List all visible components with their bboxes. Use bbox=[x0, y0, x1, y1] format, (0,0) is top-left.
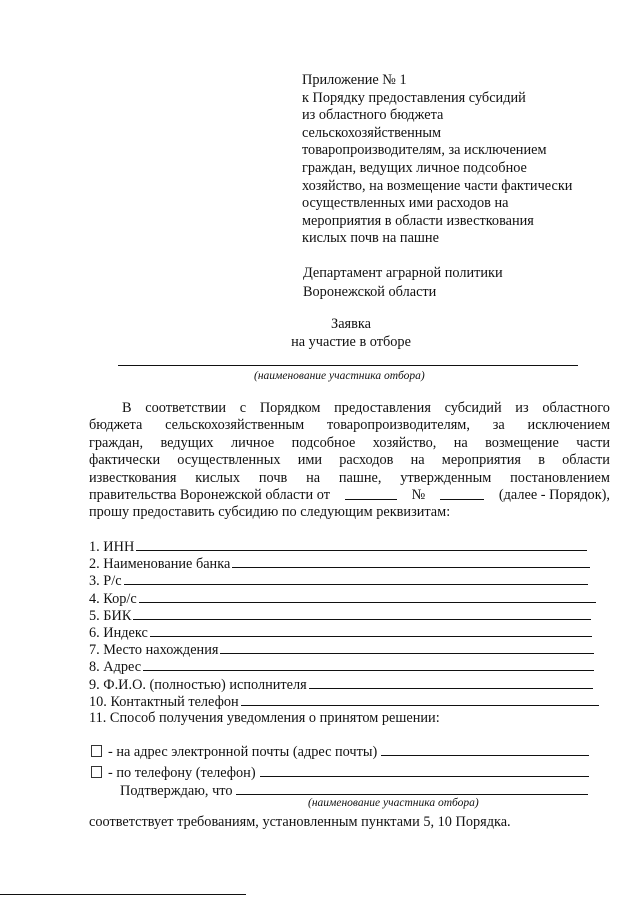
word: подсобное bbox=[291, 434, 356, 451]
word: субсидий bbox=[444, 400, 502, 416]
word: возмещение bbox=[485, 434, 559, 451]
application-paragraph bbox=[89, 400, 610, 522]
word: областного bbox=[542, 400, 610, 416]
word: осуществленных bbox=[177, 452, 281, 469]
request-text: прошу предоставить субсидию по следующим реквизитам: bbox=[89, 504, 451, 521]
field-postal-index bbox=[89, 623, 592, 640]
resolution-text: правительства Воронежской области от bbox=[89, 487, 330, 504]
participant-name-line[interactable] bbox=[118, 365, 578, 366]
phone-checkbox[interactable] bbox=[91, 766, 102, 778]
correspondent-account-input-line[interactable] bbox=[139, 589, 596, 603]
word: постановлением bbox=[510, 469, 610, 486]
option-label: - на адрес электронной почты (адрес почты) bbox=[108, 744, 378, 760]
field-label: 10. Контактный телефон bbox=[89, 693, 239, 710]
word: бюджета bbox=[89, 417, 143, 434]
phone-input-line[interactable] bbox=[260, 763, 589, 777]
option-phone bbox=[91, 763, 589, 782]
executor-name-input-line[interactable] bbox=[309, 675, 593, 689]
addressee bbox=[303, 264, 503, 302]
footnote-divider bbox=[0, 894, 246, 895]
word: сельскохозяйственным bbox=[165, 417, 305, 434]
appendix-line: Приложение № 1 bbox=[302, 72, 407, 88]
document-subtitle: на участие в отборе bbox=[291, 334, 411, 350]
field-label: 3. Р/с bbox=[89, 573, 122, 590]
contact-phone-input-line[interactable] bbox=[241, 692, 599, 706]
word: мероприятия bbox=[441, 452, 521, 469]
word: Порядком bbox=[259, 400, 321, 416]
word: личное bbox=[230, 434, 275, 451]
field-label: 7. Место нахождения bbox=[89, 642, 219, 659]
bank-name-input-line[interactable] bbox=[232, 554, 590, 568]
word: области bbox=[562, 452, 610, 469]
requisites-list bbox=[89, 537, 599, 709]
word: на bbox=[453, 434, 468, 451]
field-inn bbox=[89, 537, 587, 554]
paragraph-line bbox=[89, 504, 610, 521]
word: из bbox=[515, 400, 529, 416]
word: кислых bbox=[195, 469, 241, 486]
field-location bbox=[89, 640, 594, 657]
field-bik bbox=[89, 606, 591, 623]
word: с bbox=[239, 400, 247, 416]
appendix-line: осуществленных ими расходов на bbox=[302, 195, 509, 212]
settlement-account-input-line[interactable] bbox=[124, 571, 588, 585]
document-title: Заявка bbox=[331, 316, 371, 332]
field-label: 1. ИНН bbox=[89, 539, 135, 555]
bik-input-line[interactable] bbox=[133, 606, 591, 620]
appendix-line: сельскохозяйственным bbox=[302, 124, 442, 141]
confirm-label: Подтверждаю, что bbox=[120, 783, 233, 799]
word: соответствии bbox=[145, 400, 227, 416]
field-correspondent-account bbox=[89, 589, 596, 606]
field-label: 8. Адрес bbox=[89, 659, 142, 676]
appendix-line: товаропроизводителям, за исключением bbox=[302, 142, 547, 159]
paragraph-line bbox=[89, 435, 610, 452]
appendix-line: к Порядку предоставления субсидий bbox=[302, 89, 526, 106]
resolution-suffix: (далее - Порядок), bbox=[498, 487, 610, 504]
email-input-line[interactable] bbox=[381, 742, 589, 756]
field-bank-name bbox=[89, 554, 590, 571]
word: известкования bbox=[89, 469, 177, 486]
word: В bbox=[122, 400, 132, 416]
paragraph-line bbox=[89, 400, 610, 417]
participant-caption: (наименование участника отбора) bbox=[254, 370, 425, 382]
address-input-line[interactable] bbox=[143, 657, 594, 671]
field-label: 6. Индекс bbox=[89, 624, 148, 641]
word: пашне, bbox=[338, 469, 382, 486]
word: расходов bbox=[339, 452, 394, 469]
word: граждан, bbox=[89, 434, 144, 451]
resolution-number-blank[interactable] bbox=[440, 487, 484, 500]
appendix-line: из областного бюджета bbox=[302, 107, 444, 124]
word: фактически bbox=[89, 452, 161, 469]
field-contact-phone bbox=[89, 692, 599, 709]
option-label: - по телефону (телефон) bbox=[108, 765, 256, 781]
word: товаропроизводителям, bbox=[327, 417, 470, 434]
word: части bbox=[576, 434, 610, 451]
paragraph-line bbox=[89, 470, 610, 487]
field-label: 9. Ф.И.О. (полностью) исполнителя bbox=[89, 676, 307, 693]
appendix-line: кислых почв на пашне bbox=[302, 230, 439, 247]
appendix-line: хозяйство, на возмещение части фактически bbox=[302, 177, 573, 194]
word: за bbox=[492, 417, 505, 434]
addressee-line: Департамент аграрной политики bbox=[303, 265, 503, 281]
word: хозяйство, bbox=[372, 434, 437, 451]
number-sign: № bbox=[411, 487, 426, 504]
field-label: 5. БИК bbox=[89, 607, 132, 624]
appendix-line: мероприятия в области известкования bbox=[302, 212, 534, 229]
notification-method-question: 11. Способ получения уведомления о принятом решении: bbox=[89, 710, 440, 726]
field-label: 4. Кор/с bbox=[89, 590, 137, 607]
inn-input-line[interactable] bbox=[136, 537, 587, 551]
addressee-line: Воронежской области bbox=[303, 284, 437, 300]
paragraph-line bbox=[89, 417, 610, 434]
email-checkbox[interactable] bbox=[91, 745, 102, 757]
conclusion-text: соответствует требованиям, установленным пунктами 5, 10 Порядка. bbox=[89, 814, 511, 830]
field-executor-name bbox=[89, 675, 593, 692]
field-address bbox=[89, 657, 594, 674]
field-label: 2. Наименование банка bbox=[89, 556, 231, 573]
field-settlement-account bbox=[89, 571, 588, 588]
appendix-line: граждан, ведущих личное подсобное bbox=[302, 159, 527, 176]
location-input-line[interactable] bbox=[220, 640, 594, 654]
postal-index-input-line[interactable] bbox=[150, 623, 592, 637]
option-email bbox=[91, 742, 589, 761]
word: ведущих bbox=[160, 434, 214, 451]
participant-caption-2: (наименование участника отбора) bbox=[308, 797, 479, 809]
appendix-header bbox=[302, 72, 572, 248]
paragraph-line bbox=[89, 452, 610, 469]
word: ими bbox=[297, 452, 323, 469]
word: на bbox=[410, 452, 425, 469]
word: на bbox=[306, 469, 321, 486]
resolution-date-blank[interactable] bbox=[345, 487, 397, 500]
word: утвержденным bbox=[400, 469, 492, 486]
word: почв bbox=[258, 469, 288, 486]
word: исключением bbox=[527, 417, 610, 434]
paragraph-line bbox=[89, 487, 610, 504]
confirm-participant-input-line[interactable] bbox=[236, 781, 588, 795]
word: предоставления bbox=[334, 400, 431, 416]
word: в bbox=[538, 452, 545, 469]
